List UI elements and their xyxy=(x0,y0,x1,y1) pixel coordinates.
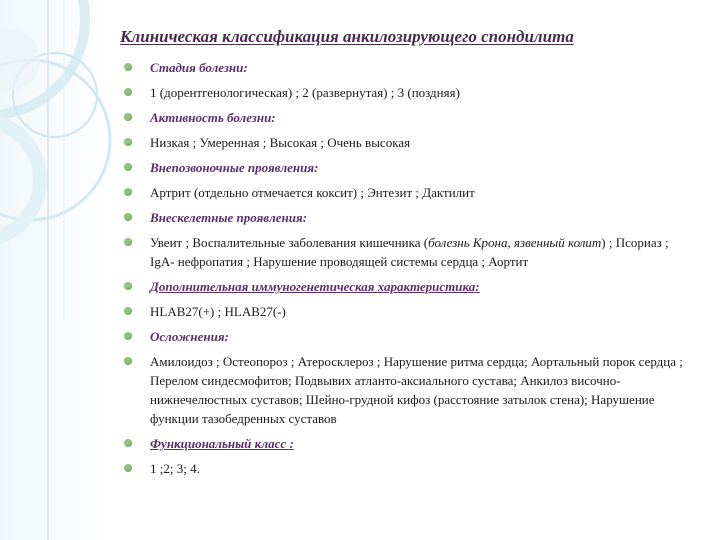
bullet-icon xyxy=(124,63,132,71)
activity-heading: Активность болезни: xyxy=(150,110,276,125)
list-item xyxy=(124,459,684,478)
list-item xyxy=(124,183,684,202)
list-item xyxy=(124,434,684,453)
bullet-icon xyxy=(124,163,132,171)
extraspinal-heading: Внепозвоночные проявления: xyxy=(150,160,319,175)
complications-values: Амилоидоз ; Остеопороз ; Атеросклероз ; Нарушение ритма сердца; Аортальный порок сердца ; Перелом синдесмофитов; Подвывих атланто-аксиального сустава; Анкилоз височно-нижнечелюстных суставов; Шейно-грудной кифоз (расстояние затылок стена); Нарушение функции тазобедренных суставов xyxy=(150,354,683,426)
list-item xyxy=(124,302,684,321)
functional-class-values: 1 ;2; 3; 4. xyxy=(150,461,200,476)
extraskeletal-part-b: болезнь Крона, язвенный колит xyxy=(428,235,602,250)
list-item xyxy=(124,133,684,152)
extraskeletal-heading: Внескелетные проявления: xyxy=(150,210,308,225)
immunogenetic-heading: Дополнительная иммуногенетическая характеристика: xyxy=(150,279,480,294)
list-item xyxy=(124,158,684,177)
list-item xyxy=(124,83,684,102)
bullet-icon xyxy=(124,332,132,340)
list-item xyxy=(124,277,684,296)
bullet-icon xyxy=(124,188,132,196)
list-item xyxy=(124,108,684,127)
complications-heading: Осложнения: xyxy=(150,329,229,344)
activity-values: Низкая ; Умеренная ; Высокая ; Очень высокая xyxy=(150,135,411,150)
bullet-icon xyxy=(124,307,132,315)
list-item xyxy=(124,58,684,77)
immunogenetic-values: HLAB27(+) ; HLAB27(-) xyxy=(150,304,286,319)
stage-heading: Стадия болезни: xyxy=(150,60,248,75)
list-item xyxy=(124,327,684,346)
extraskeletal-values xyxy=(150,235,669,269)
bullet-icon xyxy=(124,464,132,472)
list-item xyxy=(124,352,684,428)
list-item xyxy=(124,208,684,227)
slide-title: Клиническая классификация анкилозирующего спондилита xyxy=(120,27,574,46)
bullet-icon xyxy=(124,439,132,447)
bullet-icon xyxy=(124,88,132,96)
extraskeletal-part-a: Увеит ; Воспалительные заболевания кишечника ( xyxy=(150,235,429,250)
extraskeletal-part-c: ) ; Псориаз ; IgA- нефропатия ; Нарушение проводящей системы сердца ; Аортит xyxy=(150,235,669,269)
list-item xyxy=(124,233,684,271)
bullet-list xyxy=(124,54,684,478)
bullet-icon xyxy=(124,138,132,146)
bullet-icon xyxy=(124,238,132,246)
bullet-icon xyxy=(124,357,132,365)
stage-values: 1 (дорентгенологическая) ; 2 (развернутая) ; 3 (поздняя) xyxy=(150,85,460,100)
bullet-icon xyxy=(124,113,132,121)
functional-class-heading: Функциональный класс : xyxy=(150,436,294,451)
extraspinal-values: Артрит (отдельно отмечается коксит) ; Энтезит ; Дактилит xyxy=(150,185,475,200)
bullet-icon xyxy=(124,282,132,290)
bullet-icon xyxy=(124,213,132,221)
